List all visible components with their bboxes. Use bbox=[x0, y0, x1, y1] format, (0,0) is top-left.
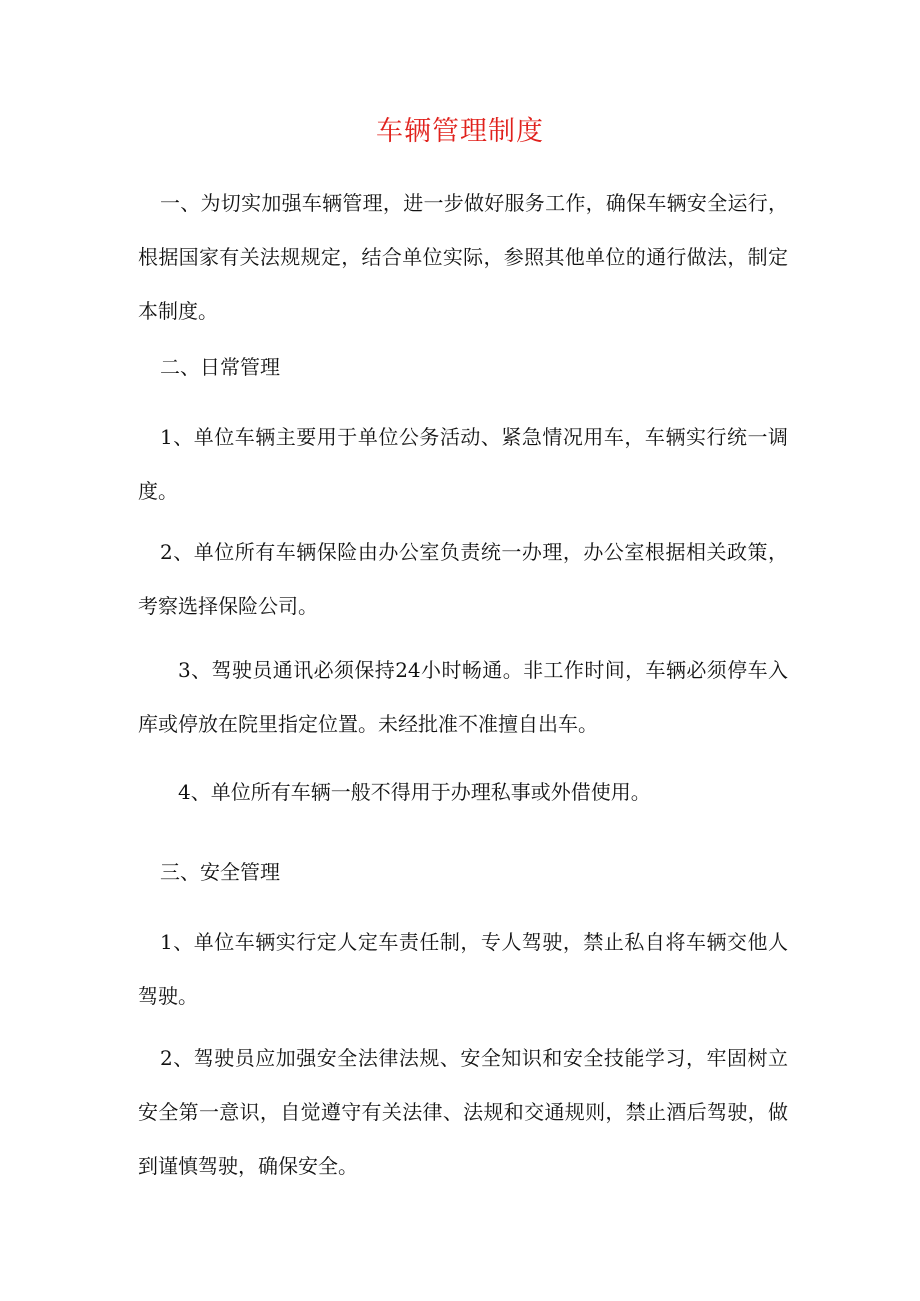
paragraph-safety-1: 1、单位车辆实行定人定车责任制，专人驾驶，禁止私自将车辆交他人驾驶。 bbox=[138, 930, 788, 1008]
section-heading-daily-management: 二、日常管理 bbox=[160, 355, 280, 379]
paragraph-purpose: 一、为切实加强车辆管理，进一步做好服务工作，确保车辆安全运行，根据国家有关法规规定，结合单位实际，参照其他单位的通行做法，制定本制度。 bbox=[138, 191, 788, 323]
paragraph-daily-4: 4、单位所有车辆一般不得用于办理私事或外借使用。 bbox=[178, 780, 651, 804]
section-heading-safety-management: 三、安全管理 bbox=[160, 860, 280, 884]
paragraph-daily-1: 1、单位车辆主要用于单位公务活动、紧急情况用车，车辆实行统一调度。 bbox=[138, 425, 788, 503]
paragraph-safety-2: 2、驾驶员应加强安全法律法规、安全知识和安全技能学习，牢固树立安全第一意识，自觉遵守有关法律、法规和交通规则，禁止酒后驾驶，做到谨慎驾驶，确保安全。 bbox=[138, 1046, 788, 1178]
document-title: 车辆管理制度 bbox=[376, 116, 544, 147]
paragraph-daily-2: 2、单位所有车辆保险由办公室负责统一办理，办公室根据相关政策，考察选择保险公司。 bbox=[138, 540, 788, 618]
paragraph-daily-3: 3、驾驶员通讯必须保持24小时畅通。非工作时间，车辆必须停车入库或停放在院里指定位置。未经批准不准擅自出车。 bbox=[138, 658, 788, 736]
